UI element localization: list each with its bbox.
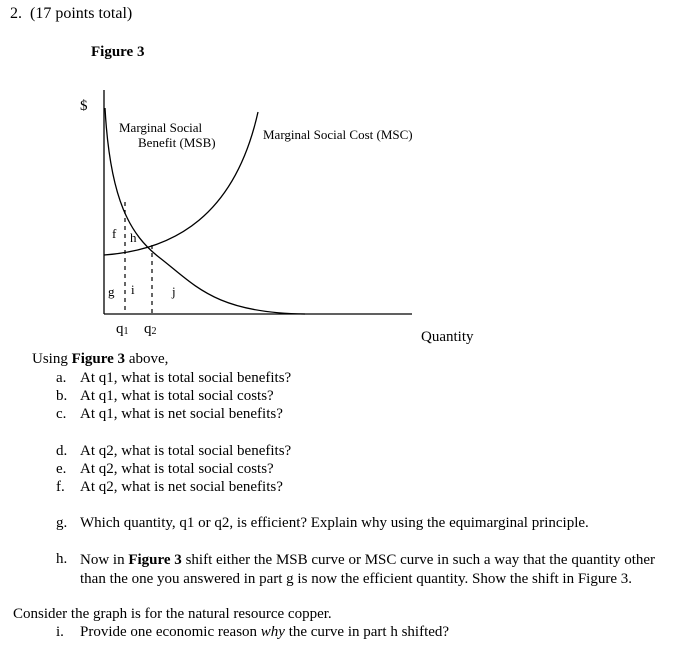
question-label: c.	[56, 406, 67, 422]
question-label: g.	[56, 515, 68, 531]
y-axis-label: $	[80, 98, 88, 114]
msc-label: Marginal Social Cost (MSC)	[263, 127, 413, 142]
intro-figure-ref: Figure 3	[71, 351, 126, 367]
q1-label: q1	[116, 321, 129, 337]
area-label-g: g	[108, 284, 115, 299]
question-text: At q1, what is net social benefits?	[80, 406, 283, 422]
question-text: Which quantity, q1 or q2, is efficient? Explain why using the equimarginal principle.	[80, 515, 589, 531]
question-text: At q2, what is total social benefits?	[80, 443, 292, 459]
question-h-part1: Now in	[80, 552, 129, 568]
question-i-part1: Provide one economic reason	[80, 624, 261, 640]
intro-line	[32, 351, 168, 368]
figure-title: Figure 3	[91, 44, 145, 60]
points-total: (17 points total)	[30, 5, 133, 22]
question-a	[56, 370, 291, 387]
question-d	[56, 443, 291, 460]
msb-label-line1: Marginal Social	[119, 120, 203, 135]
question-c	[56, 406, 283, 423]
question-text: At q1, what is total social benefits?	[80, 370, 292, 386]
question-label: b.	[56, 388, 68, 404]
question-g	[56, 515, 589, 532]
question-label: a.	[56, 370, 67, 386]
x-axis-label: Quantity	[421, 329, 474, 345]
consider-statement: Consider the graph is for the natural resource copper.	[13, 606, 332, 622]
question-h-part2: shift either the MSB curve or MSC curve in such a way that the quantity other than the one you answered in part g is now the efficient quantity. Show the shift in Figure 3.	[80, 552, 656, 587]
question-b	[56, 388, 274, 405]
question-label: i.	[56, 624, 64, 640]
question-i-italic: why	[260, 624, 285, 640]
intro-prefix: Using	[32, 351, 72, 367]
question-i-part2: the curve in part h shifted?	[284, 624, 450, 640]
question-label: d.	[56, 443, 68, 459]
area-label-h: h	[130, 230, 137, 245]
question-text: At q2, what is total social costs?	[80, 461, 274, 477]
question-i	[56, 624, 449, 641]
question-h-text	[80, 551, 680, 589]
question-label: f.	[56, 479, 65, 495]
area-label-i: i	[131, 282, 135, 297]
question-number: 2.	[10, 5, 22, 22]
question-label: e.	[56, 461, 67, 477]
q2-label: q2	[144, 321, 157, 337]
question-h-label: h.	[56, 551, 68, 567]
question-text: At q1, what is total social costs?	[80, 388, 274, 404]
question-e	[56, 461, 274, 478]
question-h-figure-ref: Figure 3	[128, 552, 182, 568]
intro-suffix: above,	[125, 351, 169, 367]
msb-label-line2: Benefit (MSB)	[138, 135, 216, 150]
question-text: At q2, what is net social benefits?	[80, 479, 283, 495]
question-f	[56, 479, 283, 496]
area-label-j: j	[172, 284, 176, 299]
area-label-f: f	[112, 226, 117, 241]
